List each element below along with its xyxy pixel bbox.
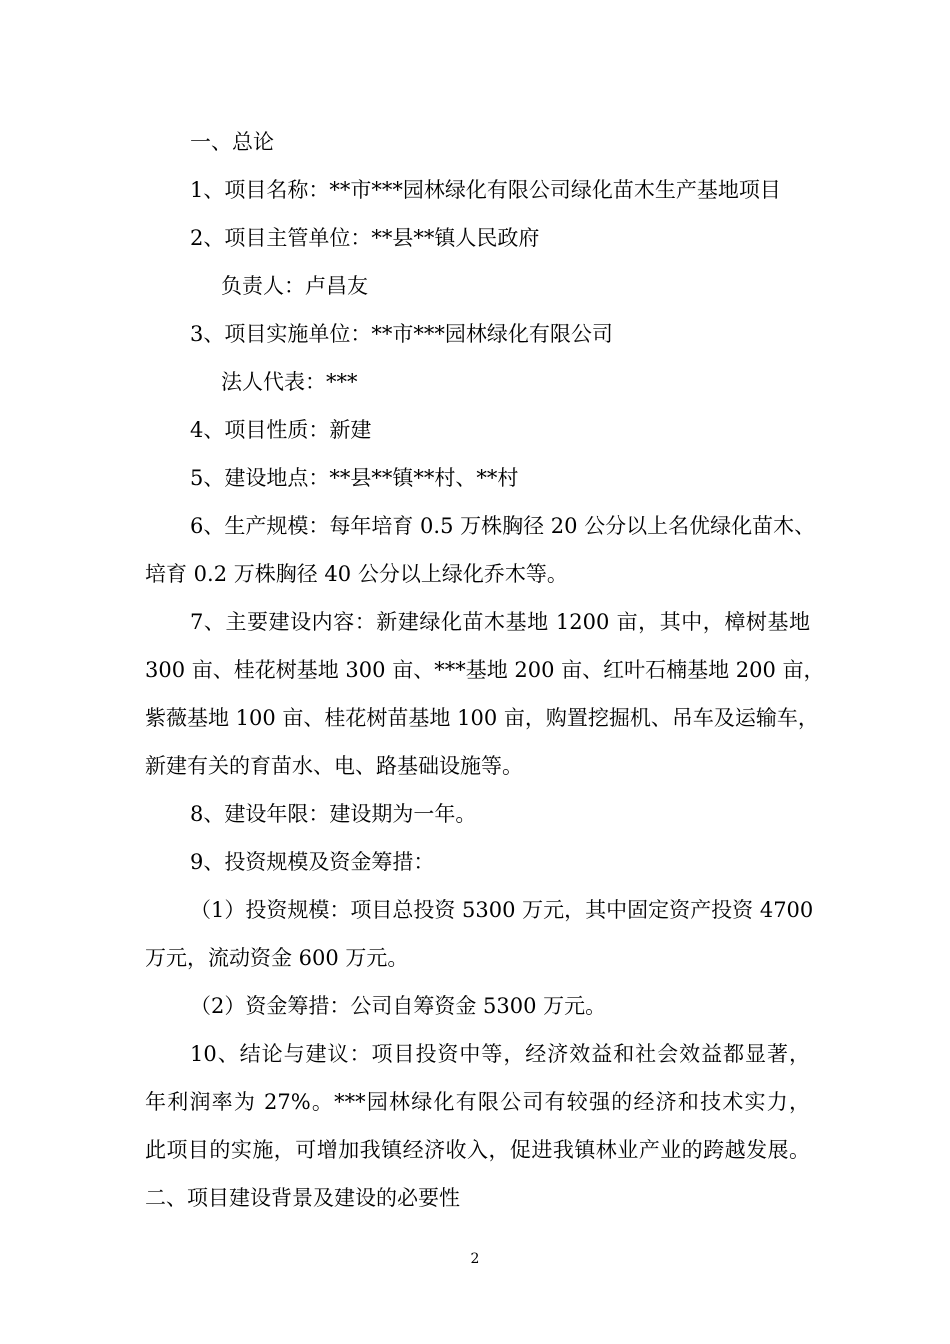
construction-content-line-2: 300 亩、桂花树基地 300 亩、***基地 200 亩、红叶石楠基地 200 亩， xyxy=(145,658,825,682)
construction-content-line-3: 紫薇基地 100 亩、桂花树苗基地 100 亩，购置挖掘机、吊车及运输车， xyxy=(145,706,819,730)
investment-scale-line-1: （1）投资规模：项目总投资 5300 万元，其中固定资产投资 4700 xyxy=(190,898,814,922)
conclusion-line-1: 10、结论与建议：项目投资中等，经济效益和社会效益都显著， xyxy=(190,1042,810,1066)
project-nature: 4、项目性质：新建 xyxy=(190,418,372,442)
section-heading-background: 二、项目建设背景及建设的必要性 xyxy=(145,1186,460,1210)
supervising-unit: 2、项目主管单位：**县**镇人民政府 xyxy=(190,226,540,250)
implementing-unit: 3、项目实施单位：**市***园林绿化有限公司 xyxy=(190,322,613,346)
page-number: 2 xyxy=(470,1251,480,1267)
section-heading-general: 一、总论 xyxy=(190,130,274,154)
construction-site: 5、建设地点：**县**镇**村、**村 xyxy=(190,466,519,490)
investment-heading: 9、投资规模及资金筹措： xyxy=(190,850,435,874)
production-scale-line-2: 培育 0.2 万株胸径 40 公分以上绿化乔木等。 xyxy=(145,562,568,586)
responsible-person: 负责人：卢昌友 xyxy=(221,274,368,298)
production-scale-line-1: 6、生产规模：每年培育 0.5 万株胸径 20 公分以上名优绿化苗木、 xyxy=(190,514,816,538)
investment-scale-line-2: 万元，流动资金 600 万元。 xyxy=(145,946,409,970)
construction-content-line-4: 新建有关的育苗水、电、路基础设施等。 xyxy=(145,754,523,778)
project-name: 1、项目名称：**市***园林绿化有限公司绿化苗木生产基地项目 xyxy=(190,178,781,202)
fund-raising: （2）资金筹措：公司自筹资金 5300 万元。 xyxy=(190,994,607,1018)
construction-period: 8、建设年限：建设期为一年。 xyxy=(190,802,477,826)
legal-representative: 法人代表：*** xyxy=(221,370,358,394)
conclusion-line-3: 此项目的实施，可增加我镇经济收入，促进我镇林业产业的跨越发展。 xyxy=(145,1138,810,1162)
construction-content-line-1: 7、主要建设内容：新建绿化苗木基地 1200 亩，其中，樟树基地 xyxy=(190,610,810,634)
conclusion-line-2: 年利润率为 27%。***园林绿化有限公司有较强的经济和技术实力， xyxy=(145,1090,810,1114)
